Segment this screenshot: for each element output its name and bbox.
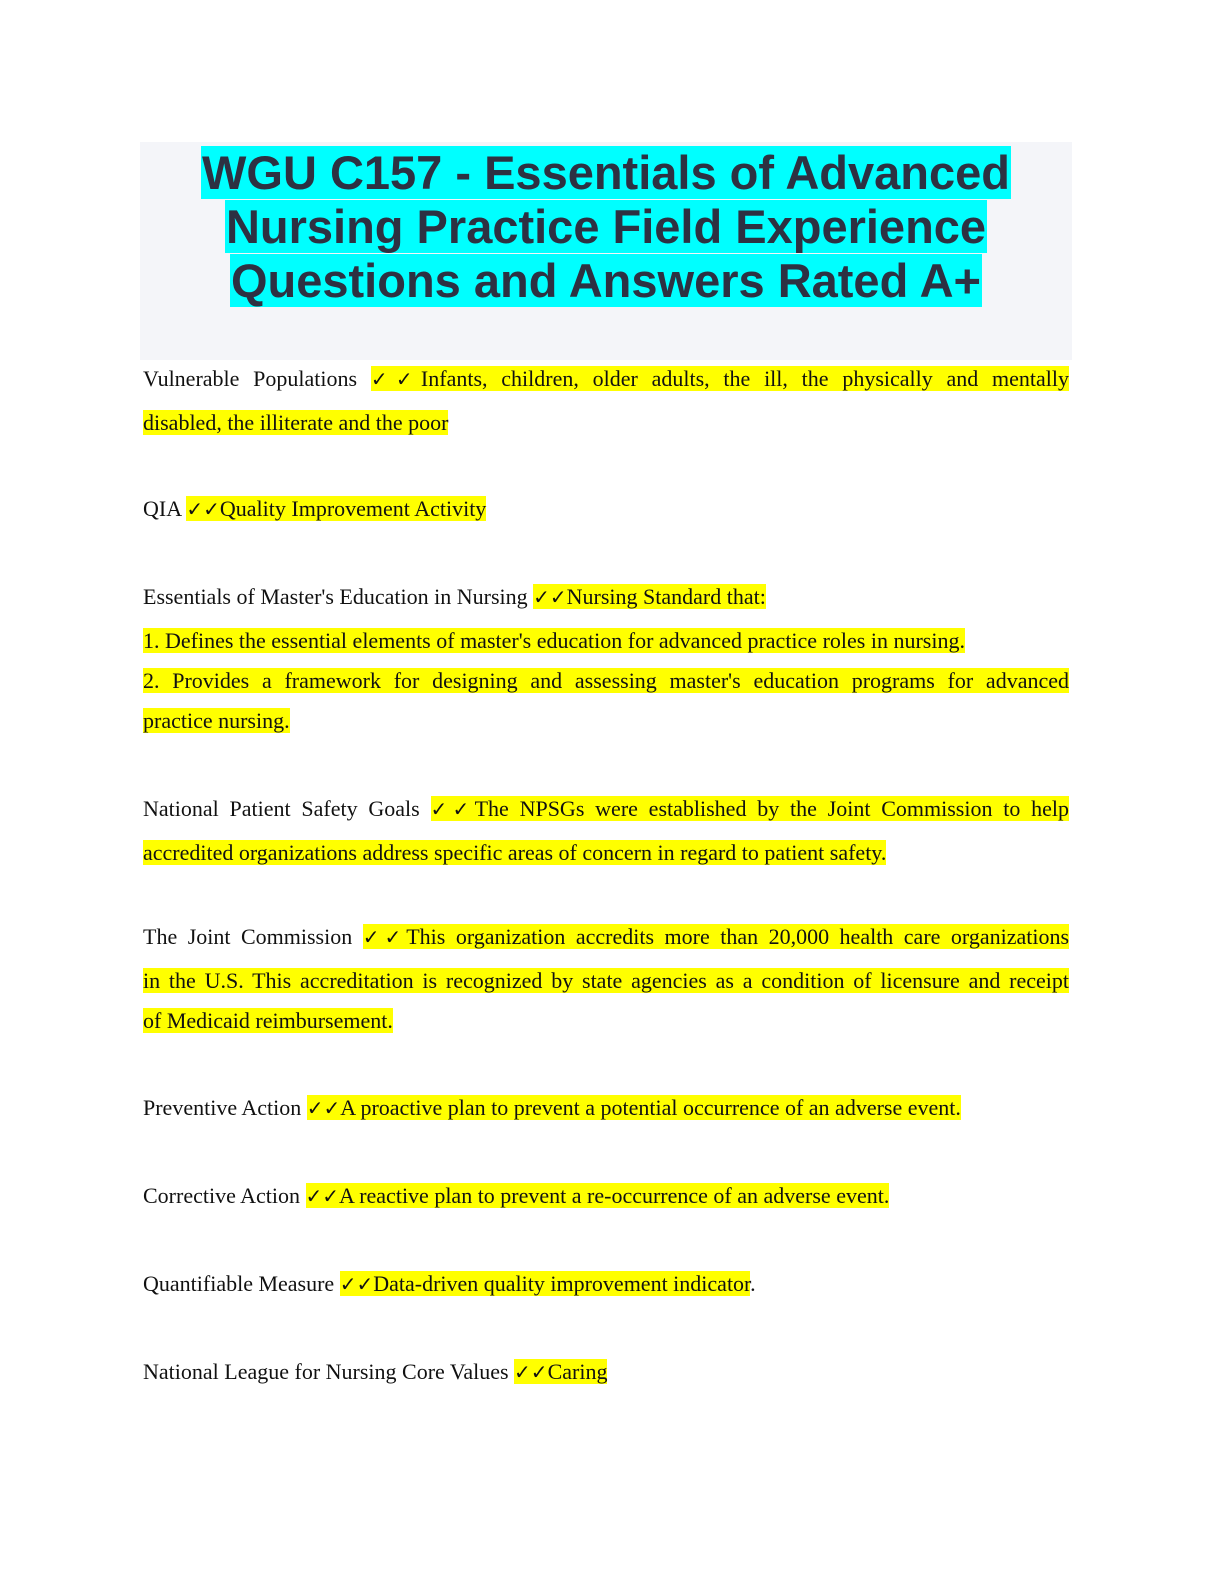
- title-line-1: WGU C157 - Essentials of Advanced: [202, 146, 1010, 199]
- term: QIA: [143, 496, 181, 521]
- term: National Patient Safety Goals: [143, 796, 420, 821]
- answer-line: A proactive plan to prevent a potential occurrence of an adverse event.: [340, 1095, 961, 1120]
- qa-entry-nln-core-values: [143, 1357, 1069, 1387]
- answer-line: A reactive plan to prevent a re-occurrence of an adverse event.: [339, 1183, 890, 1208]
- qa-entry-quantifiable-measure: [143, 1269, 1069, 1299]
- answer-line: practice nursing.: [143, 708, 290, 733]
- answer-line: 2. Provides a framework for designing and assessing master's education programs for advanced: [143, 668, 1069, 693]
- double-check-icon: ✓✓: [533, 585, 567, 609]
- answer-line: Data-driven quality improvement indicator: [373, 1271, 751, 1296]
- answer-line: of Medicaid reimbursement.: [143, 1008, 393, 1033]
- title-line-3: Questions and Answers Rated A+: [230, 254, 981, 307]
- double-check-icon: ✓✓: [362, 925, 407, 949]
- answer-line: Caring: [547, 1359, 608, 1384]
- answer-line: This organization accredits more than 20,000 health care organizations: [406, 924, 1070, 949]
- double-check-icon: ✓✓: [430, 797, 475, 821]
- title-line-2: Nursing Practice Field Experience: [225, 200, 987, 253]
- term: Preventive Action: [143, 1095, 302, 1120]
- term: Corrective Action: [143, 1183, 301, 1208]
- answer-suffix: .: [750, 1271, 756, 1296]
- term: Vulnerable Populations: [143, 366, 358, 391]
- qa-entry-joint-commission: [143, 922, 1069, 1036]
- qa-entry-npsg: [143, 794, 1069, 868]
- qa-entry-masters-essentials: [143, 582, 1069, 736]
- answer-line: accredited organizations address specific areas of concern in regard to patient safety.: [143, 840, 887, 865]
- answer-line: Nursing Standard that:: [566, 584, 766, 609]
- term: Quantifiable Measure: [143, 1271, 335, 1296]
- answer-line: Infants, children, older adults, the ill, the physically and mentally: [420, 366, 1070, 391]
- double-check-icon: ✓✓: [186, 497, 220, 521]
- document-title: [140, 142, 1072, 360]
- term: Essentials of Master's Education in Nursing: [143, 584, 528, 609]
- double-check-icon: ✓✓: [306, 1096, 341, 1120]
- qa-entry-vulnerable-populations: [143, 364, 1069, 438]
- answer-line: The NPSGs were established by the Joint Commission to help: [474, 796, 1070, 821]
- qa-entry-preventive-action: [143, 1093, 1069, 1123]
- double-check-icon: ✓✓: [305, 1184, 340, 1208]
- answer-line: disabled, the illiterate and the poor: [143, 410, 449, 435]
- answer-line: 1. Defines the essential elements of master's education for advanced practice roles in nursing.: [143, 628, 965, 653]
- answer-line: Quality Improvement Activity: [219, 496, 487, 521]
- double-check-icon: ✓✓: [370, 367, 421, 391]
- double-check-icon: ✓✓: [514, 1360, 548, 1384]
- term: The Joint Commission: [143, 924, 353, 949]
- term: National League for Nursing Core Values: [143, 1359, 509, 1384]
- qa-entry-corrective-action: [143, 1181, 1069, 1211]
- answer-line: in the U.S. This accreditation is recognized by state agencies as a condition of licensure and receipt: [143, 968, 1069, 993]
- qa-entry-qia: [143, 494, 1069, 524]
- double-check-icon: ✓✓: [339, 1272, 374, 1296]
